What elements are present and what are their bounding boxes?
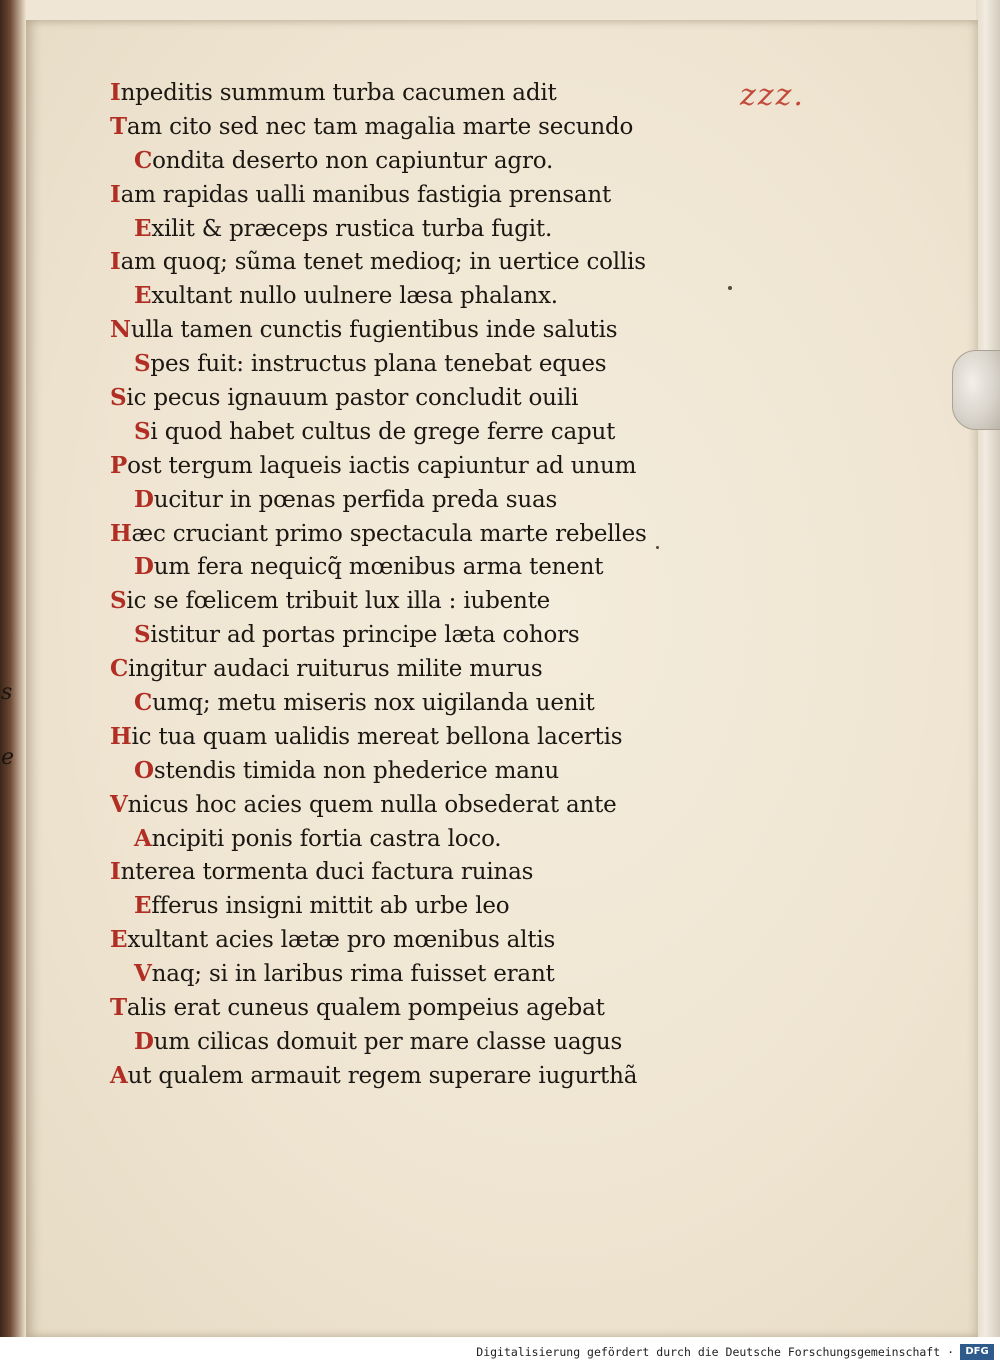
- page-clip: [952, 350, 1000, 430]
- rubricated-initial: S: [134, 417, 151, 445]
- rubricated-initial: S: [134, 621, 151, 649]
- verse-line: [110, 279, 710, 313]
- verse-line: [110, 889, 710, 923]
- rubricated-initial: I: [110, 79, 121, 106]
- rubricated-initial: P: [110, 451, 128, 479]
- rubricated-initial: T: [110, 994, 127, 1022]
- verse-text: stendis timida non phederice manu: [153, 757, 559, 784]
- rubricated-initial: I: [110, 180, 121, 208]
- verse-line: [110, 957, 710, 991]
- verse-text: fferus insigni mittit ab urbe leo: [151, 893, 510, 920]
- rubricated-initial: C: [134, 689, 153, 717]
- verse-line: [110, 313, 710, 347]
- verse-text: i quod habet cultus de grege ferre caput: [150, 418, 616, 445]
- verse-text: ost tergum laqueis iactis capiuntur ad unum: [127, 452, 637, 479]
- verse-line: [110, 991, 710, 1025]
- rubricated-initial: A: [110, 1061, 128, 1089]
- verse-line: [110, 584, 710, 618]
- dfg-logo: DFG: [960, 1344, 994, 1360]
- verse-line: [110, 347, 710, 381]
- verse-text: nicus hoc acies quem nulla obsederat ante: [127, 791, 617, 818]
- rubricated-initial: S: [110, 587, 127, 615]
- verse-text: npeditis summum turba cacumen adit: [120, 80, 557, 106]
- verse-text: nterea tormenta duci factura ruinas: [120, 859, 534, 886]
- verse-line: [110, 788, 710, 822]
- rubricated-initial: E: [134, 282, 152, 310]
- verse-line: [110, 517, 710, 551]
- verse-line: [110, 754, 710, 788]
- rubricated-initial: A: [134, 824, 152, 852]
- verse-line: [110, 212, 710, 246]
- rubricated-initial: C: [134, 146, 153, 174]
- rubricated-initial: E: [134, 214, 152, 242]
- rubricated-initial: O: [134, 756, 154, 784]
- funding-credit: Digitalisierung gefördert durch die Deutsche Forschungsgemeinschaft ·: [476, 1345, 954, 1359]
- rubricated-initial: H: [110, 722, 132, 750]
- facing-page-edge: [0, 0, 26, 1365]
- verse-text: um fera nequicq̃ mœnibus arma tenent: [153, 554, 604, 581]
- verse-line: [110, 550, 710, 584]
- rubricated-initial: D: [134, 485, 154, 513]
- verse-line: [110, 144, 710, 178]
- verse-text: æc cruciant primo spectacula marte rebelles: [131, 520, 647, 547]
- verse-list: [110, 76, 710, 1093]
- verse-line: [110, 178, 710, 212]
- ink-speck: [656, 546, 659, 549]
- verse-line: [110, 855, 710, 889]
- verse-line: [110, 245, 710, 279]
- verse-text: ucitur in pœnas perfida preda suas: [153, 486, 558, 513]
- verse-line: [110, 110, 710, 144]
- verse-text: umq; metu miseris nox uigilanda uenit: [152, 690, 595, 717]
- rubricated-initial: E: [134, 892, 152, 920]
- rubricated-initial: N: [110, 316, 131, 344]
- rubricated-initial: V: [110, 790, 128, 818]
- rubricated-initial: I: [110, 248, 121, 276]
- verse-line: [110, 1059, 710, 1093]
- rubricated-initial: E: [110, 926, 128, 954]
- rubricated-initial: I: [110, 858, 121, 886]
- verse-text: ondita deserto non capiuntur agro.: [152, 147, 554, 174]
- digitization-footer: [0, 1337, 1000, 1365]
- verse-text: um cilicas domuit per mare classe uagus: [153, 1028, 623, 1055]
- verse-text: am rapidas ualli manibus fastigia prensant: [120, 181, 612, 208]
- verse-text: istitur ad portas principe læta cohors: [150, 622, 580, 649]
- rubricated-initial: D: [134, 553, 154, 581]
- verse-text: xultant nullo uulnere læsa phalanx.: [151, 283, 558, 310]
- verse-text: pes fuit: instructus plana tenebat eques: [150, 351, 607, 378]
- verse-text: xultant acies lætæ pro mœnibus altis: [127, 927, 556, 954]
- verse-line: [110, 686, 710, 720]
- verse-line: [110, 483, 710, 517]
- verse-text: alis erat cuneus qualem pompeius agebat: [126, 995, 605, 1022]
- verse-text: ncipiti ponis fortia castra loco.: [151, 825, 502, 852]
- verse-text: ic se fœlicem tribuit lux illa : iubente: [126, 588, 551, 615]
- rubricated-initial: C: [110, 655, 129, 683]
- verse-line: [110, 822, 710, 856]
- verse-text: ic pecus ignauum pastor concludit ouili: [126, 385, 579, 412]
- verse-text: ic tua quam ualidis mereat bellona lacertis: [131, 723, 623, 750]
- verse-line: [110, 1025, 710, 1059]
- rubricated-initial: V: [134, 960, 152, 988]
- folio-number: zzz.: [740, 78, 805, 113]
- verse-text: xilit & præceps rustica turba fugit.: [151, 215, 553, 242]
- verse-text: naq; si in laribus rima fuisset erant: [151, 961, 555, 988]
- verse-text: ulla tamen cunctis fugientibus inde salutis: [130, 317, 618, 344]
- ink-speck: [728, 286, 732, 290]
- verse-line: [110, 449, 710, 483]
- verse-line: [110, 415, 710, 449]
- facing-page-glyph: s: [1, 680, 13, 705]
- verse-text: am quoq; sũma tenet medioq; in uertice collis: [120, 249, 646, 276]
- verse-text: am cito sed nec tam magalia marte secundo: [126, 113, 634, 140]
- rubricated-initial: T: [110, 112, 127, 140]
- verse-line: [110, 720, 710, 754]
- verse-line: [110, 381, 710, 415]
- verse-line: [110, 76, 710, 110]
- page-stack-edge: [976, 0, 1000, 1365]
- verse-line: [110, 923, 710, 957]
- rubricated-initial: H: [110, 519, 132, 547]
- rubricated-initial: D: [134, 1027, 154, 1055]
- verse-text: ut qualem armauit regem superare iugurthã: [127, 1062, 638, 1089]
- facing-page-glyph: e: [1, 745, 15, 770]
- rubricated-initial: S: [110, 384, 127, 412]
- verse-text: ingitur audaci ruiturus milite murus: [128, 656, 543, 683]
- verse-line: [110, 618, 710, 652]
- verse-line: [110, 652, 710, 686]
- rubricated-initial: S: [134, 350, 151, 378]
